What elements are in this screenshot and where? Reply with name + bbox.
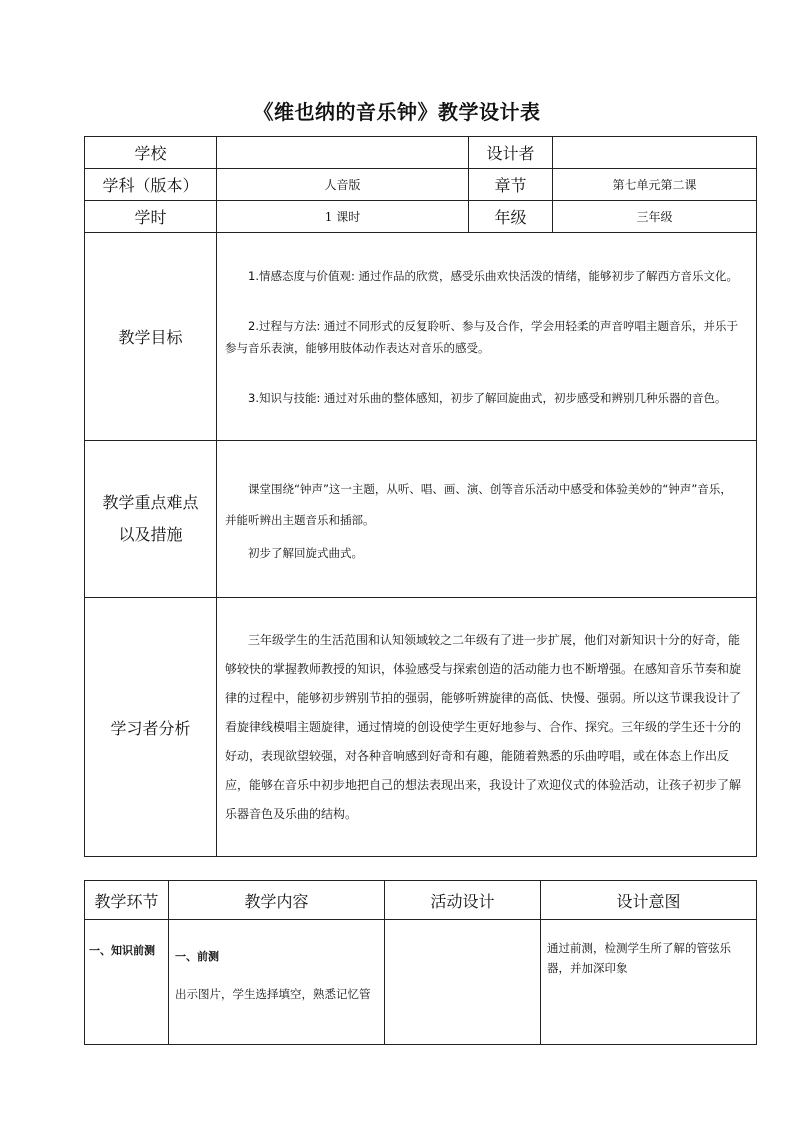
hours-value: 1 课时 [217,201,469,233]
learner-cell [217,598,757,857]
subject-label: 学科（版本） [85,169,217,201]
content-text: 出示图片，学生选择填空，熟悉记忆管 [175,987,371,1001]
objectives-label: 教学目标 [85,233,217,441]
key-point-item: 课堂围绕“钟声”这一主题，从听、唱、画、演、创等音乐活动中感受和体验美妙的“钟声”音乐，并能听辨出主题音乐和插部。 [225,482,732,527]
grade-value: 三年级 [553,201,757,233]
content-cell [169,920,385,1045]
grade-label: 年级 [469,201,553,233]
school-value [217,137,469,169]
hours-label: 学时 [85,201,217,233]
subject-value: 人音版 [217,169,469,201]
document-title: 《维也纳的音乐钟》教学设计表 [253,100,541,124]
chapter-value: 第七单元第二课 [553,169,757,201]
key-points-label-line-2: 以及措施 [118,525,183,544]
objective-item: 1.情感态度与价值观: 通过作品的欣赏，感受乐曲欢快活泼的情绪，能够初步了解西方音乐文化。 [248,268,738,283]
key-points-cell [217,441,757,598]
table-row-learner [85,598,757,857]
header-stage: 教学环节 [85,881,169,920]
key-points-label [85,441,217,598]
table-row-key-points [85,441,757,598]
table-row-objectives [85,233,757,441]
header-intent: 设计意图 [541,881,757,920]
objectives-cell [217,233,757,441]
objective-item: 2.过程与方法: 通过不同形式的反复聆听、参与及合作，学会用轻柔的声音哼唱主题音乐，并乐于参与音乐表演，能够用肢体动作表达对音乐的感受。 [225,318,738,355]
key-point-item: 初步了解回旋式曲式。 [248,546,363,560]
table-row-hours [85,201,757,233]
school-label: 学校 [85,137,217,169]
activity-cell [385,920,541,1045]
learner-label: 学习者分析 [85,598,217,857]
intent-cell: 通过前测，检测学生所了解的管弦乐器，并加深印象 [541,920,757,1045]
table-row-school [85,137,757,169]
objective-item: 3.知识与技能: 通过对乐曲的整体感知，初步了解回旋曲式，初步感受和辨别几种乐器的音色。 [248,390,727,405]
designer-value [553,137,757,169]
table-row [85,920,757,1045]
designer-label: 设计者 [469,137,553,169]
process-header-row [85,881,757,920]
info-table [84,136,757,857]
key-points-label-line-1: 教学重点难点 [102,493,199,512]
table-row-subject [85,169,757,201]
chapter-label: 章节 [469,169,553,201]
stage-cell [85,920,169,1045]
stage-label: 一、知识前测 [89,944,155,957]
learner-text: 三年级学生的生活范围和认知领域较之二年级有了进一步扩展，他们对新知识十分的好奇，能够较快的掌握教师教授的知识，体验感受与探索创造的活动能力也不断增强。在感知音乐节奏和旋律的过程中，能够初步辨别节拍的强弱，能够听辨旋律的高低、快慢、强弱。所以这节课我设计了看旋律线模唱主题旋律，通过情境的创设使学生更好地参与、合作、探究。三年级的学生还十分的好动，表现欲望较强，对各种音响感到好奇和有趣，能随着熟悉的乐曲哼唱，或在体态上作出反应，能够在音乐中初步地把自己的想法表现出来，我设计了欢迎仪式的体验活动，让孩子初步了解乐器音色及乐曲的结构。 [225,632,742,821]
header-content: 教学内容 [169,881,385,920]
content-heading: 一、前测 [175,950,219,963]
process-table [84,880,757,1045]
header-activity: 活动设计 [385,881,541,920]
